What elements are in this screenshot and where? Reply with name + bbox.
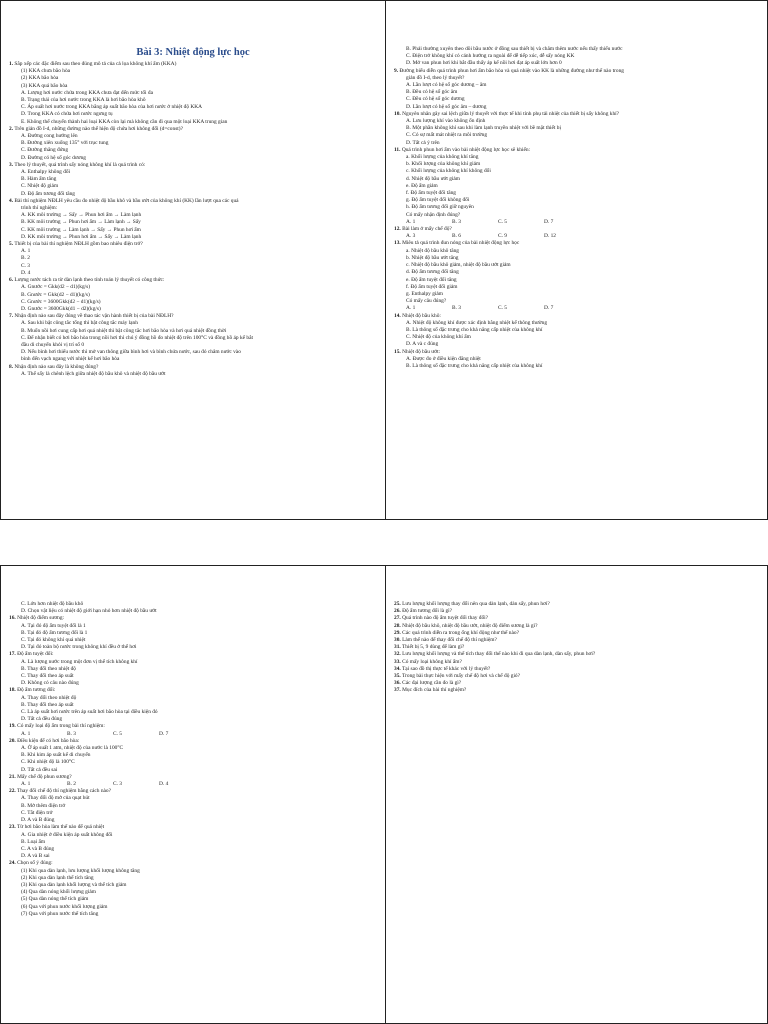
answer-option: C. Thay đổi theo áp suất bbox=[21, 673, 74, 680]
answer-option: C. 3 bbox=[21, 262, 30, 269]
question-text: Chọn số ý đúng: bbox=[17, 860, 53, 867]
answer-option: A. Thế sấy là chênh lệch giữa nhiệt độ bầu khô và nhiệt độ bầu ướt bbox=[21, 370, 166, 377]
answer-option: Có mấy nhận định đúng? bbox=[406, 211, 461, 218]
question-line bbox=[394, 687, 759, 694]
page-1-body bbox=[9, 61, 377, 378]
question-number: 21. bbox=[9, 773, 16, 780]
answer-option: A. KK môi trường → Sấy → Phun hơi ẩm → Làm lạnh bbox=[21, 212, 142, 219]
page-title: Bài 3: Nhiệt động lực học bbox=[136, 47, 250, 58]
question-number: 18. bbox=[9, 687, 16, 694]
question-number: 6. bbox=[9, 277, 14, 284]
answer-option: B. Gnước = Gkk(d2 − d1)(kg/s) bbox=[21, 291, 90, 298]
question-line bbox=[9, 824, 377, 831]
answer-option: A. 1 bbox=[406, 305, 416, 312]
answer-option: A. Enthalpy không đổi bbox=[21, 169, 71, 176]
answer-option: D. A và c đúng bbox=[406, 341, 439, 348]
question-number: 31. bbox=[394, 644, 401, 651]
answer-option: D. Mở van phun hơi khi bắt đầu thấy áp kế nồi hơi đạt áp suất lớn hơn 0 bbox=[406, 60, 562, 67]
answer-option: A. 1 bbox=[21, 248, 31, 255]
question-number: 20. bbox=[9, 737, 16, 744]
answer-option: D. Lần lượt có hệ số góc âm – dương bbox=[406, 103, 487, 110]
answer-option: C. 3 bbox=[113, 781, 122, 788]
answer-option: B. Tại đó độ ẩm tương đối là 1 bbox=[21, 629, 88, 636]
answer-option: A. Được đo ở điều kiện đẳng nhiệt bbox=[406, 355, 481, 362]
answer-options-row bbox=[9, 731, 377, 738]
question-text: Nguyên nhân gây sai lệch giữa lý thuyết với thực tế khi tính phụ tải nhiệt của thiết bị sấy không khí? bbox=[402, 110, 620, 117]
answer-option: B. 6 bbox=[452, 233, 461, 240]
answer-option: C. Gnước = 3600Gkk(d2 − d1)(kg/s) bbox=[21, 298, 101, 305]
answer-option: bình đến vạch ngang với nhiệt kế hơi bão hòa bbox=[21, 356, 120, 363]
answer-option: B. 2 bbox=[67, 781, 76, 788]
answer-option: D. Tại đó toàn bộ nước trong không khí đều ở thể hơi bbox=[21, 644, 137, 651]
question-text: Nhiệt độ bầu ướt: bbox=[402, 348, 441, 355]
question-number: 28. bbox=[394, 622, 401, 629]
answer-option: B. Thay đổi theo áp suất bbox=[21, 701, 74, 708]
answer-option: D. A và B sai bbox=[21, 853, 50, 860]
question-text: Mấy chế độ phun sương? bbox=[17, 773, 72, 780]
answer-option: Có mấy câu đúng? bbox=[406, 298, 447, 305]
answer-option: C. Đều có hệ số góc dương bbox=[406, 96, 465, 103]
question-number: 8. bbox=[9, 363, 14, 370]
question-number: 7. bbox=[9, 313, 14, 320]
question-line bbox=[9, 126, 377, 133]
answer-option: C. Áp suất hơi nước trong KKA bằng áp suất bão hòa của hơi nước ở nhiệt độ KKA bbox=[21, 104, 203, 111]
question-number: 10. bbox=[394, 110, 401, 117]
answer-option: (2) Khi qua dàn lạnh thể tích tăng bbox=[21, 874, 94, 881]
question-text: Nhiệt độ bầu khô, nhiệt độ bầu ướt, nhiệt độ điểm sương là gì? bbox=[402, 622, 538, 629]
question-continuation: giản đồ I-d, theo lý thuyết? bbox=[406, 74, 465, 81]
answer-option: D. Trong KKA có chứa hơi nước ngưng tụ bbox=[21, 111, 113, 118]
answer-option: A. Lưu lượng khí vào không ổn định bbox=[406, 118, 486, 125]
answer-option: D. Gnước = 3600Gkk(d1 − d2)(kg/s) bbox=[21, 305, 101, 312]
answer-option: D. 4 bbox=[159, 781, 169, 788]
answer-option: C. Để nhận biết có hơi bão hòa trong nồi hơi thì chú ý đồng hồ đo nhiệt độ trên 100°C và đồng hồ áp kế bắt bbox=[21, 334, 253, 341]
question-number: 35. bbox=[394, 673, 401, 680]
page-2-body bbox=[394, 46, 759, 370]
question-number: 22. bbox=[9, 788, 16, 795]
answer-option: C. Nhiệt độ giảm bbox=[21, 183, 59, 190]
answer-option: B. Khi kim áp suất kế di chuyển bbox=[21, 752, 91, 759]
answer-option: d. Nhiệt độ bầu ướt giảm bbox=[406, 175, 460, 182]
page-3-body bbox=[9, 601, 377, 918]
answer-option: A. Thay đổi độ mở của quạt hút bbox=[21, 795, 90, 802]
answer-option: D. KK môi trường → Phun hơi ẩm → Sấy → Làm lạnh bbox=[21, 233, 142, 240]
question-text: Quá trình nào độ ẩm tuyệt đối thay đổi? bbox=[402, 615, 489, 622]
question-number: 37. bbox=[394, 687, 401, 694]
answer-option: (3) KKA quá bão hòa bbox=[21, 82, 68, 89]
answer-option: B. Hàm ẩm tăng bbox=[21, 176, 57, 183]
answer-option: b. Nhiệt độ bầu ướt tăng bbox=[406, 254, 459, 261]
answer-option: A. 1 bbox=[406, 218, 416, 225]
question-line bbox=[394, 623, 759, 630]
question-text: Theo lý thuyết, quá trình sấy nóng không khí là quá trình có: bbox=[14, 161, 146, 168]
answer-option: f. Độ ẩm tuyệt đối giảm bbox=[406, 283, 458, 290]
answer-option: C. 5 bbox=[498, 218, 507, 225]
question-line bbox=[9, 774, 377, 781]
answer-option: B. Thay đổi theo nhiệt độ bbox=[21, 665, 76, 672]
question-text: Thay đổi chế độ thí nghiệm bằng cách nào? bbox=[17, 788, 112, 795]
question-line bbox=[394, 226, 759, 233]
answer-option: (5) Qua dàn nóng thể tích giảm bbox=[21, 896, 89, 903]
question-number: 11. bbox=[394, 146, 401, 153]
answer-option: D. 7 bbox=[159, 730, 169, 737]
question-line bbox=[9, 364, 377, 371]
question-text: Độ ẩm tương đối là gì? bbox=[402, 608, 453, 615]
question-text: Các quá trình diễn ra trong ống khí động như thế nào? bbox=[402, 629, 519, 636]
question-line bbox=[9, 241, 377, 248]
answer-option: B. Một phần không khí sau khi làm lạnh truyền nhiệt với bề mặt thiết bị bbox=[406, 125, 561, 132]
answer-option: C. Là áp suất hơi nước trên áp suất hơi bão hòa tại điều kiện đó bbox=[21, 709, 158, 716]
page-4 bbox=[385, 565, 768, 1024]
question-line bbox=[394, 68, 759, 75]
question-text: Mục đích của bài thí nghiệm? bbox=[402, 687, 467, 694]
answer-option: D. A và B đúng bbox=[21, 817, 55, 824]
answer-option: A. 3 bbox=[406, 233, 416, 240]
question-text: Miêu tả quá trình đun nóng của bài nhiệt động lực học bbox=[402, 240, 520, 247]
question-number: 4. bbox=[9, 197, 14, 204]
answer-option: B. 2 bbox=[21, 255, 30, 262]
answer-option: C. KK môi trường → Làm lạnh → Sấy → Phun hơi ẩm bbox=[21, 226, 141, 233]
question-number: 26. bbox=[394, 608, 401, 615]
question-continuation: trình thí nghiệm: bbox=[21, 205, 58, 212]
question-number: 12. bbox=[394, 226, 401, 233]
question-number: 5. bbox=[9, 241, 14, 248]
answer-option: D. Độ ẩm tương đối tăng bbox=[21, 190, 75, 197]
answer-options-row bbox=[394, 233, 759, 240]
question-line bbox=[9, 860, 377, 867]
question-number: 34. bbox=[394, 665, 401, 672]
answer-option: B. Đều có hệ số góc âm bbox=[406, 89, 458, 96]
answer-option: g. Enthalpy giảm bbox=[406, 290, 443, 297]
page-4-body bbox=[394, 601, 759, 695]
answer-option: g. Độ ẩm tuyệt đối không đổi bbox=[406, 197, 470, 204]
question-number: 2. bbox=[9, 125, 14, 132]
answer-option: A. 1 bbox=[21, 781, 31, 788]
answer-option: A. Tại đó độ ẩm tuyệt đối là 1 bbox=[21, 622, 86, 629]
answer-option: B. Trạng thái của hơi nước trong KKA là hơi bão hòa khô bbox=[21, 97, 146, 104]
answer-option: đầu di chuyển khỏi vị trí số 0 bbox=[21, 341, 85, 348]
answer-option: B. KK môi trường → Phun hơi ẩm → Làm lạnh → Sấy bbox=[21, 219, 141, 226]
question-text: Thiết bị của bài thí nghiệm NĐLH gồm bao nhiêu điện trở? bbox=[14, 241, 143, 248]
answer-option: D. Không có câu nào đúng bbox=[21, 680, 79, 687]
answer-option: D. Tất cả đều đúng bbox=[21, 716, 63, 723]
answer-option: D. 7 bbox=[544, 218, 554, 225]
question-number: 19. bbox=[9, 723, 16, 730]
question-number: 30. bbox=[394, 637, 401, 644]
answer-option: C. Tại đó không khí quá nhiệt bbox=[21, 637, 86, 644]
question-number: 15. bbox=[394, 348, 401, 355]
question-line bbox=[394, 666, 759, 673]
answer-option: (3) Khi qua dàn lạnh khối lượng và thể tích giảm bbox=[21, 881, 127, 888]
answer-option: A. Gnước = Gkk(d2 − d1)(kg/s) bbox=[21, 284, 91, 291]
answer-option: D. Nếu bình hơi thiếu nước thì mở van thông giữa bình hơi và bình chứa nước, sau đó châm nước vào bbox=[21, 349, 241, 356]
answer-option: (1) KKA chưa bão hòa bbox=[21, 68, 71, 75]
answer-option: A. Lượng hơi nước chứa trong KKA chưa đạt đến mức tối đa bbox=[21, 89, 153, 96]
answer-option: A. Ở áp suất 1 atm, nhiệt độ của nước là 100°C bbox=[21, 745, 124, 752]
question-number: 24. bbox=[9, 860, 16, 867]
answer-option: c. Nhiệt độ bầu khô giảm, nhiệt độ bầu ướt giảm bbox=[406, 262, 511, 269]
page-1 bbox=[0, 0, 386, 520]
question-number: 1. bbox=[9, 61, 14, 67]
answer-option: b. Khối lượng của không khí giảm bbox=[406, 161, 481, 168]
question-number: 13. bbox=[394, 240, 401, 247]
answer-option: f. Độ ẩm tuyệt đối tăng bbox=[406, 190, 457, 197]
answer-option: A. Nhiệt độ không khí được xác định bằng nhiệt kế thông thường bbox=[406, 319, 548, 326]
question-line bbox=[9, 198, 377, 205]
answer-option: (4) Qua dàn nóng khối lượng giảm bbox=[21, 889, 96, 896]
answer-option: C. 9 bbox=[498, 233, 507, 240]
answer-option: C. Có sự mất mát nhiệt ra môi trường bbox=[406, 132, 488, 139]
answer-option: B. 3 bbox=[452, 218, 461, 225]
question-text: Từ hơi bão hòa làm thế nào để quá nhiệt bbox=[17, 824, 105, 831]
answer-option: c. Khối lượng của không khí không đổi bbox=[406, 168, 491, 175]
question-line bbox=[9, 651, 377, 658]
answer-option: E. Không thể chuyển thành hai loại KKA còn lại mà không cần đi qua một loại KKA trung gian bbox=[21, 118, 228, 125]
question-text: Có mấy loại không khí ẩm? bbox=[402, 658, 462, 665]
answer-option: C. 5 bbox=[113, 730, 122, 737]
question-line bbox=[394, 147, 759, 154]
answer-option: B. Loại ẩm bbox=[21, 838, 46, 845]
question-line bbox=[9, 723, 377, 730]
question-line bbox=[394, 313, 759, 320]
answer-option: A. Sau khi bật công tắc tổng thì bật công tắc máy lạnh bbox=[21, 320, 138, 327]
page-3 bbox=[0, 565, 386, 1024]
answer-options-row bbox=[394, 219, 759, 226]
question-number: 3. bbox=[9, 161, 14, 168]
question-text: Đường biểu diễn quá trình phun hơi ẩm bão hòa và quá nhiệt vào KK là những đường như thế nào trong bbox=[399, 67, 624, 74]
question-line bbox=[394, 111, 759, 118]
answer-option: C. A và B đúng bbox=[21, 845, 55, 852]
answer-option: a. Nhiệt độ bầu khô tăng bbox=[406, 247, 459, 254]
answer-option: A. Lần lượt có hệ số góc dương – âm bbox=[406, 82, 487, 89]
question-line bbox=[9, 687, 377, 694]
question-text: Trên giản đồ I-d, những đường nào thể hiện độ chứa hơi không đổi (d=const)? bbox=[14, 125, 183, 132]
answer-option: (7) Qua với phun nước thể tích tăng bbox=[21, 910, 99, 917]
question-text: Lượng nước tách ra từ dàn lạnh theo tính toán lý thuyết có công thức: bbox=[14, 277, 165, 284]
question-line bbox=[394, 349, 759, 356]
question-number: 36. bbox=[394, 680, 401, 687]
answer-option: D. 4 bbox=[21, 269, 31, 276]
answer-option: C. Điện trở không khí có cánh hướng ra ngoài để dễ tiếp xúc, dễ sấy nóng KK bbox=[406, 53, 575, 60]
answer-option: C. 5 bbox=[498, 305, 507, 312]
question-text: Lưu lượng khối lượng và thể tích thay đổi thế nào khi đi qua dàn lạnh, dàn sấy, phun hơi? bbox=[402, 651, 596, 658]
answer-option: C. Nhiệt độ của không khí ẩm bbox=[406, 334, 471, 341]
question-text: Độ ẩm tương đối: bbox=[17, 687, 56, 694]
question-text: Làm thế nào để thay đổi chế độ thí nghiệm? bbox=[402, 637, 497, 644]
question-number: 25. bbox=[394, 601, 401, 607]
answer-option: a. Khối lượng của không khí tăng bbox=[406, 154, 479, 161]
answer-option: B. Mở thêm điện trở bbox=[21, 802, 66, 809]
answer-option: A. Thay đổi theo nhiệt độ bbox=[21, 694, 77, 701]
answer-option: A. Đường cong hướng lên bbox=[21, 133, 78, 140]
answer-option: D. Đường có hệ số góc dương bbox=[21, 154, 86, 161]
answer-option: D. 7 bbox=[544, 305, 554, 312]
answer-option: A. Gia nhiệt ở điều kiện áp suất không đổi bbox=[21, 831, 113, 838]
answer-option: B. Đường xiên xuống 135° với trục tung bbox=[21, 140, 109, 147]
question-number: 16. bbox=[9, 615, 16, 622]
question-number: 9. bbox=[394, 67, 399, 74]
question-line bbox=[394, 680, 759, 687]
question-text: Thiết bị 5, 9 dùng để làm gì? bbox=[402, 644, 465, 651]
answer-option: D. Chọn vật liệu có nhiệt độ giới hạn nhỏ hơn nhiệt độ bầu ướt bbox=[21, 608, 157, 615]
answer-option: B. Là thông số đặc trưng cho khả năng cấp nhiệt của không khí bbox=[406, 326, 543, 333]
answer-option: D. Tất cả đều sai bbox=[21, 766, 58, 773]
answer-option: h. Độ ẩm tương đối giữ nguyên bbox=[406, 204, 474, 211]
question-number: 23. bbox=[9, 824, 16, 831]
answer-option: d. Độ ẩm tương đối tăng bbox=[406, 269, 459, 276]
question-line bbox=[9, 162, 377, 169]
answer-option: D. Tất cả ý trên bbox=[406, 139, 440, 146]
question-line bbox=[9, 615, 377, 622]
question-number: 14. bbox=[394, 312, 401, 319]
answer-option: C. Lớn hơn nhiệt độ bầu khô bbox=[21, 601, 84, 607]
answer-option: (1) Khi qua dàn lạnh, lưu lượng khối lượng không tăng bbox=[21, 867, 140, 874]
question-text: Tại sao đồ thị thực tế khác với lý thuyết? bbox=[402, 665, 491, 672]
question-text: Bài thí nghiệm NĐLH yêu cầu đo nhiệt độ bầu khô và bầu ướt của không khí (KK) lần lượt qua các quá bbox=[14, 197, 239, 204]
question-text: Điều kiện để có hơi bão hòa: bbox=[17, 737, 80, 744]
question-text: Quá trình phun hơi ẩm vào bài nhiệt động lực học sẽ khiến: bbox=[401, 146, 531, 153]
question-line bbox=[394, 651, 759, 658]
answer-option: A. 1 bbox=[21, 730, 31, 737]
answer-option: D. 12 bbox=[544, 233, 556, 240]
question-number: 32. bbox=[394, 651, 401, 658]
question-text: Nhận định nào sau đây là không đúng? bbox=[14, 363, 99, 370]
answer-option: C. Tắt điện trở bbox=[21, 809, 53, 816]
answer-option: e. Độ ẩm giảm bbox=[406, 182, 438, 189]
question-line bbox=[394, 615, 759, 622]
question-number: 27. bbox=[394, 615, 401, 622]
question-text: Nhiệt độ điểm sương: bbox=[17, 615, 65, 622]
question-number: 29. bbox=[394, 629, 401, 636]
question-number: 17. bbox=[9, 651, 16, 658]
question-line bbox=[394, 659, 759, 666]
question-text: Có mấy loại độ ẩm trong bài thí nghiệm: bbox=[17, 723, 105, 730]
answer-option: C. Khi nhiệt độ là 100°C bbox=[21, 759, 75, 766]
question-text: Độ ẩm tuyệt đối: bbox=[17, 651, 54, 658]
answer-option: (2) KKA bão hòa bbox=[21, 75, 59, 82]
answer-option: B. Là thông số đặc trưng cho khả năng cấp nhiệt của không khí bbox=[406, 362, 543, 369]
answer-option: B. Phải thường xuyên theo dõi bầu nước ở đồng sau thiết bị và châm thêm nước nếu thấy thiếu nước bbox=[406, 46, 623, 52]
question-text: Các đại lượng cần đo là gì? bbox=[402, 680, 462, 687]
question-line bbox=[394, 240, 759, 247]
question-text: Bài làm ở mấy chế độ? bbox=[402, 226, 452, 233]
question-text: Nhận định nào sau đây đúng về thao tác vận hành thiết bị của bài NĐLH? bbox=[14, 313, 174, 320]
answer-option: A. Là lượng nước trong một đơn vị thể tích không khí bbox=[21, 658, 138, 665]
answer-option: B. 3 bbox=[452, 305, 461, 312]
answer-option: C. Đường thẳng đứng bbox=[21, 147, 69, 154]
answer-option: B. 3 bbox=[67, 730, 76, 737]
question-text: Sắp xếp các đặc điểm sau theo đúng mô tả của cả lọa không khí ẩm (KKA) bbox=[14, 61, 177, 67]
question-text: Lưu lượng khối lượng thay đổi nên qua dàn lạnh, dàn sấy, phun hơi? bbox=[402, 601, 550, 607]
question-line bbox=[394, 630, 759, 637]
question-text: Trong bài thực hiện với mấy chế độ hơi và chế độ gió? bbox=[402, 673, 521, 680]
answer-option: B. Muốn nồi hơi cung cấp hơi quá nhiệt thì bật công tắc hơi bão hòa và hơi quá nhiệt đồng thời bbox=[21, 327, 227, 334]
answer-option: (6) Qua với phun nước khối lượng giảm bbox=[21, 903, 108, 910]
question-text: Nhiệt độ bầu khô: bbox=[402, 312, 441, 319]
page-2 bbox=[385, 0, 768, 520]
answer-options-row bbox=[394, 305, 759, 312]
answer-option: e. Độ ẩm tuyệt đối tăng bbox=[406, 276, 457, 283]
question-number: 33. bbox=[394, 658, 401, 665]
question-line bbox=[9, 738, 377, 745]
